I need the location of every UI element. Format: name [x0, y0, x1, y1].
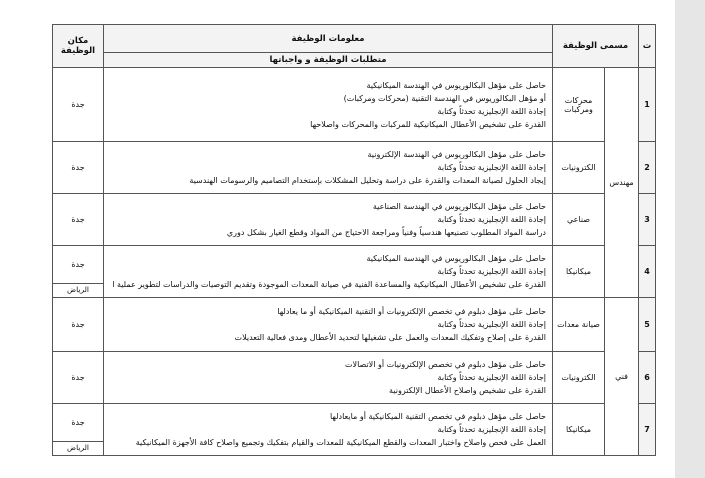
location-cell — [53, 352, 104, 404]
row-number: 1 — [639, 68, 656, 142]
job-title-cell: ميكانيكا — [553, 246, 605, 298]
requirement-line: العمل على فحص واصلاح واختبار المعدات والقطع الميكانيكية للمعدات والقيام بتفكيك وتجميع واصلاح كافة الأجهزة الميكانيكية — [135, 438, 546, 447]
requirement-line: القدرة على تشخيص واصلاح الأعطال الإلكترونية — [389, 386, 546, 395]
table-row — [53, 404, 656, 456]
location-cell — [53, 194, 104, 246]
header-job-title: مسمى الوظيفة — [553, 25, 639, 68]
category-engineer: مهندس — [605, 68, 639, 298]
requirement-line: حاصل على مؤهل دبلوم في تخصص الإلكترونيات أو التقنية الميكانيكية أو ما يعادلها — [277, 307, 546, 316]
location-city: جدة — [71, 372, 85, 382]
location-cell — [53, 142, 104, 194]
requirement-line: إيجاد الحلول لصيانة المعدات والقدرة على دراسة وتحليل المشكلات بإستخدام التصاميم والرسومات الهندسية — [189, 176, 546, 185]
job-title-cell: الكترونيات — [553, 352, 605, 404]
job-title-cell: صيانة معدات — [553, 298, 605, 352]
requirement-line: إجادة اللغة الإنجليزية تحدثاً وكتابة — [437, 106, 546, 116]
requirement-line: حاصل على مؤهل البكالوريوس في الهندسة الميكانيكية — [366, 254, 546, 263]
requirements-cell — [104, 352, 553, 404]
row-number: 6 — [639, 352, 656, 404]
location-city: جدة — [71, 319, 85, 329]
requirement-line: إجادة اللغة الإنجليزية تحدثاً وكتابة — [437, 163, 546, 172]
requirement-line: حاصل على مؤهل البكالوريوس في الهندسة الميكانيكية — [366, 80, 546, 90]
requirement-line: القدرة على تشخيص الأعطال الميكانيكية للمركبات والمحركات واصلاحها — [310, 119, 546, 129]
row-number: 5 — [639, 298, 656, 352]
location-cell — [53, 68, 104, 142]
requirements-cell — [104, 246, 553, 298]
job-title-cell: ميكانيكا — [553, 404, 605, 456]
row-number: 2 — [639, 142, 656, 194]
category-technician: فني — [605, 298, 639, 456]
requirement-line: دراسة المواد المطلوب تصنيعها هندسياً وفنياً ومراجعة الاحتياج من المواد وقطع الغيار بشكل دوري — [226, 228, 546, 237]
requirement-line: إجادة اللغة الإنجليزية تحدثاً وكتابة — [437, 320, 546, 329]
requirements-cell — [104, 194, 553, 246]
location-city: جدة — [71, 162, 85, 172]
requirement-line: حاصل على مؤهل دبلوم في تخصص التقنية الميكانيكية أو مايعادلها — [329, 412, 546, 421]
requirement-line: حاصل على مؤهل البكالوريوس في الهندسة الإلكترونية — [367, 150, 546, 159]
location-city: جدة — [71, 260, 85, 269]
requirement-line: حاصل على مؤهل دبلوم في تخصص الإلكترونيات أو الاتصالات — [344, 360, 546, 369]
requirement-line: القدرة على إصلاح وتفكيك المعدات والعمل على تشغيلها لتحديد الأعطال ومدى فعالية التعديلات — [234, 333, 546, 342]
header-number: ت — [639, 25, 656, 68]
jobs-table — [52, 24, 656, 456]
requirement-line: إجادة اللغة الإنجليزية تحدثاً وكتابة — [437, 215, 546, 224]
location-cell — [53, 298, 104, 352]
location-city: جدة — [71, 214, 85, 224]
requirement-line: حاصل على مؤهل البكالوريوس في الهندسة الصناعية — [372, 202, 546, 211]
requirement-line: إجادة اللغة الإنجليزية تحدثاً وكتابة — [437, 425, 546, 434]
row-number: 7 — [639, 404, 656, 456]
row-number: 3 — [639, 194, 656, 246]
location-cell — [53, 404, 104, 456]
table-row — [53, 352, 656, 404]
location-cell — [53, 246, 104, 298]
table-row — [53, 142, 656, 194]
table-row — [53, 298, 656, 352]
header-job-info: معلومات الوظيفة — [104, 25, 553, 53]
location-city-secondary: الرياض — [53, 283, 103, 296]
header-requirements: متطلبات الوظيفة و واجباتها — [104, 53, 553, 68]
row-number: 4 — [639, 246, 656, 298]
job-title-cell: صناعي — [553, 194, 605, 246]
requirement-line: القدرة على تشخيص الأعطال الميكانيكية والمساعدة الفنية في صيانة المعدات الموجودة وتقديم التوصيات والدراسات لتطوير عملية ا — [112, 280, 546, 289]
requirements-cell — [104, 142, 553, 194]
header-location: مكان الوظيفة — [53, 25, 104, 68]
job-title-cell: محركات ومركبات — [553, 68, 605, 142]
location-city-secondary: الرياض — [53, 441, 103, 454]
requirement-line: إجادة اللغة الإنجليزية تحدثاً وكتابة — [437, 267, 546, 276]
table-row — [53, 194, 656, 246]
job-title-cell: الكترونيات — [553, 142, 605, 194]
requirements-cell — [104, 298, 553, 352]
location-city: جدة — [71, 418, 85, 427]
location-city: جدة — [71, 99, 85, 109]
requirement-line: أو مؤهل البكالوريوس في الهندسة التقنية (محركات ومركبات) — [343, 93, 546, 103]
table-row — [53, 246, 656, 298]
requirements-cell — [104, 68, 553, 142]
viewer-gutter — [675, 0, 705, 478]
requirements-cell — [104, 404, 553, 456]
requirement-line: إجادة اللغة الإنجليزية تحدثاً وكتابة — [437, 373, 546, 382]
table-row — [53, 68, 656, 142]
